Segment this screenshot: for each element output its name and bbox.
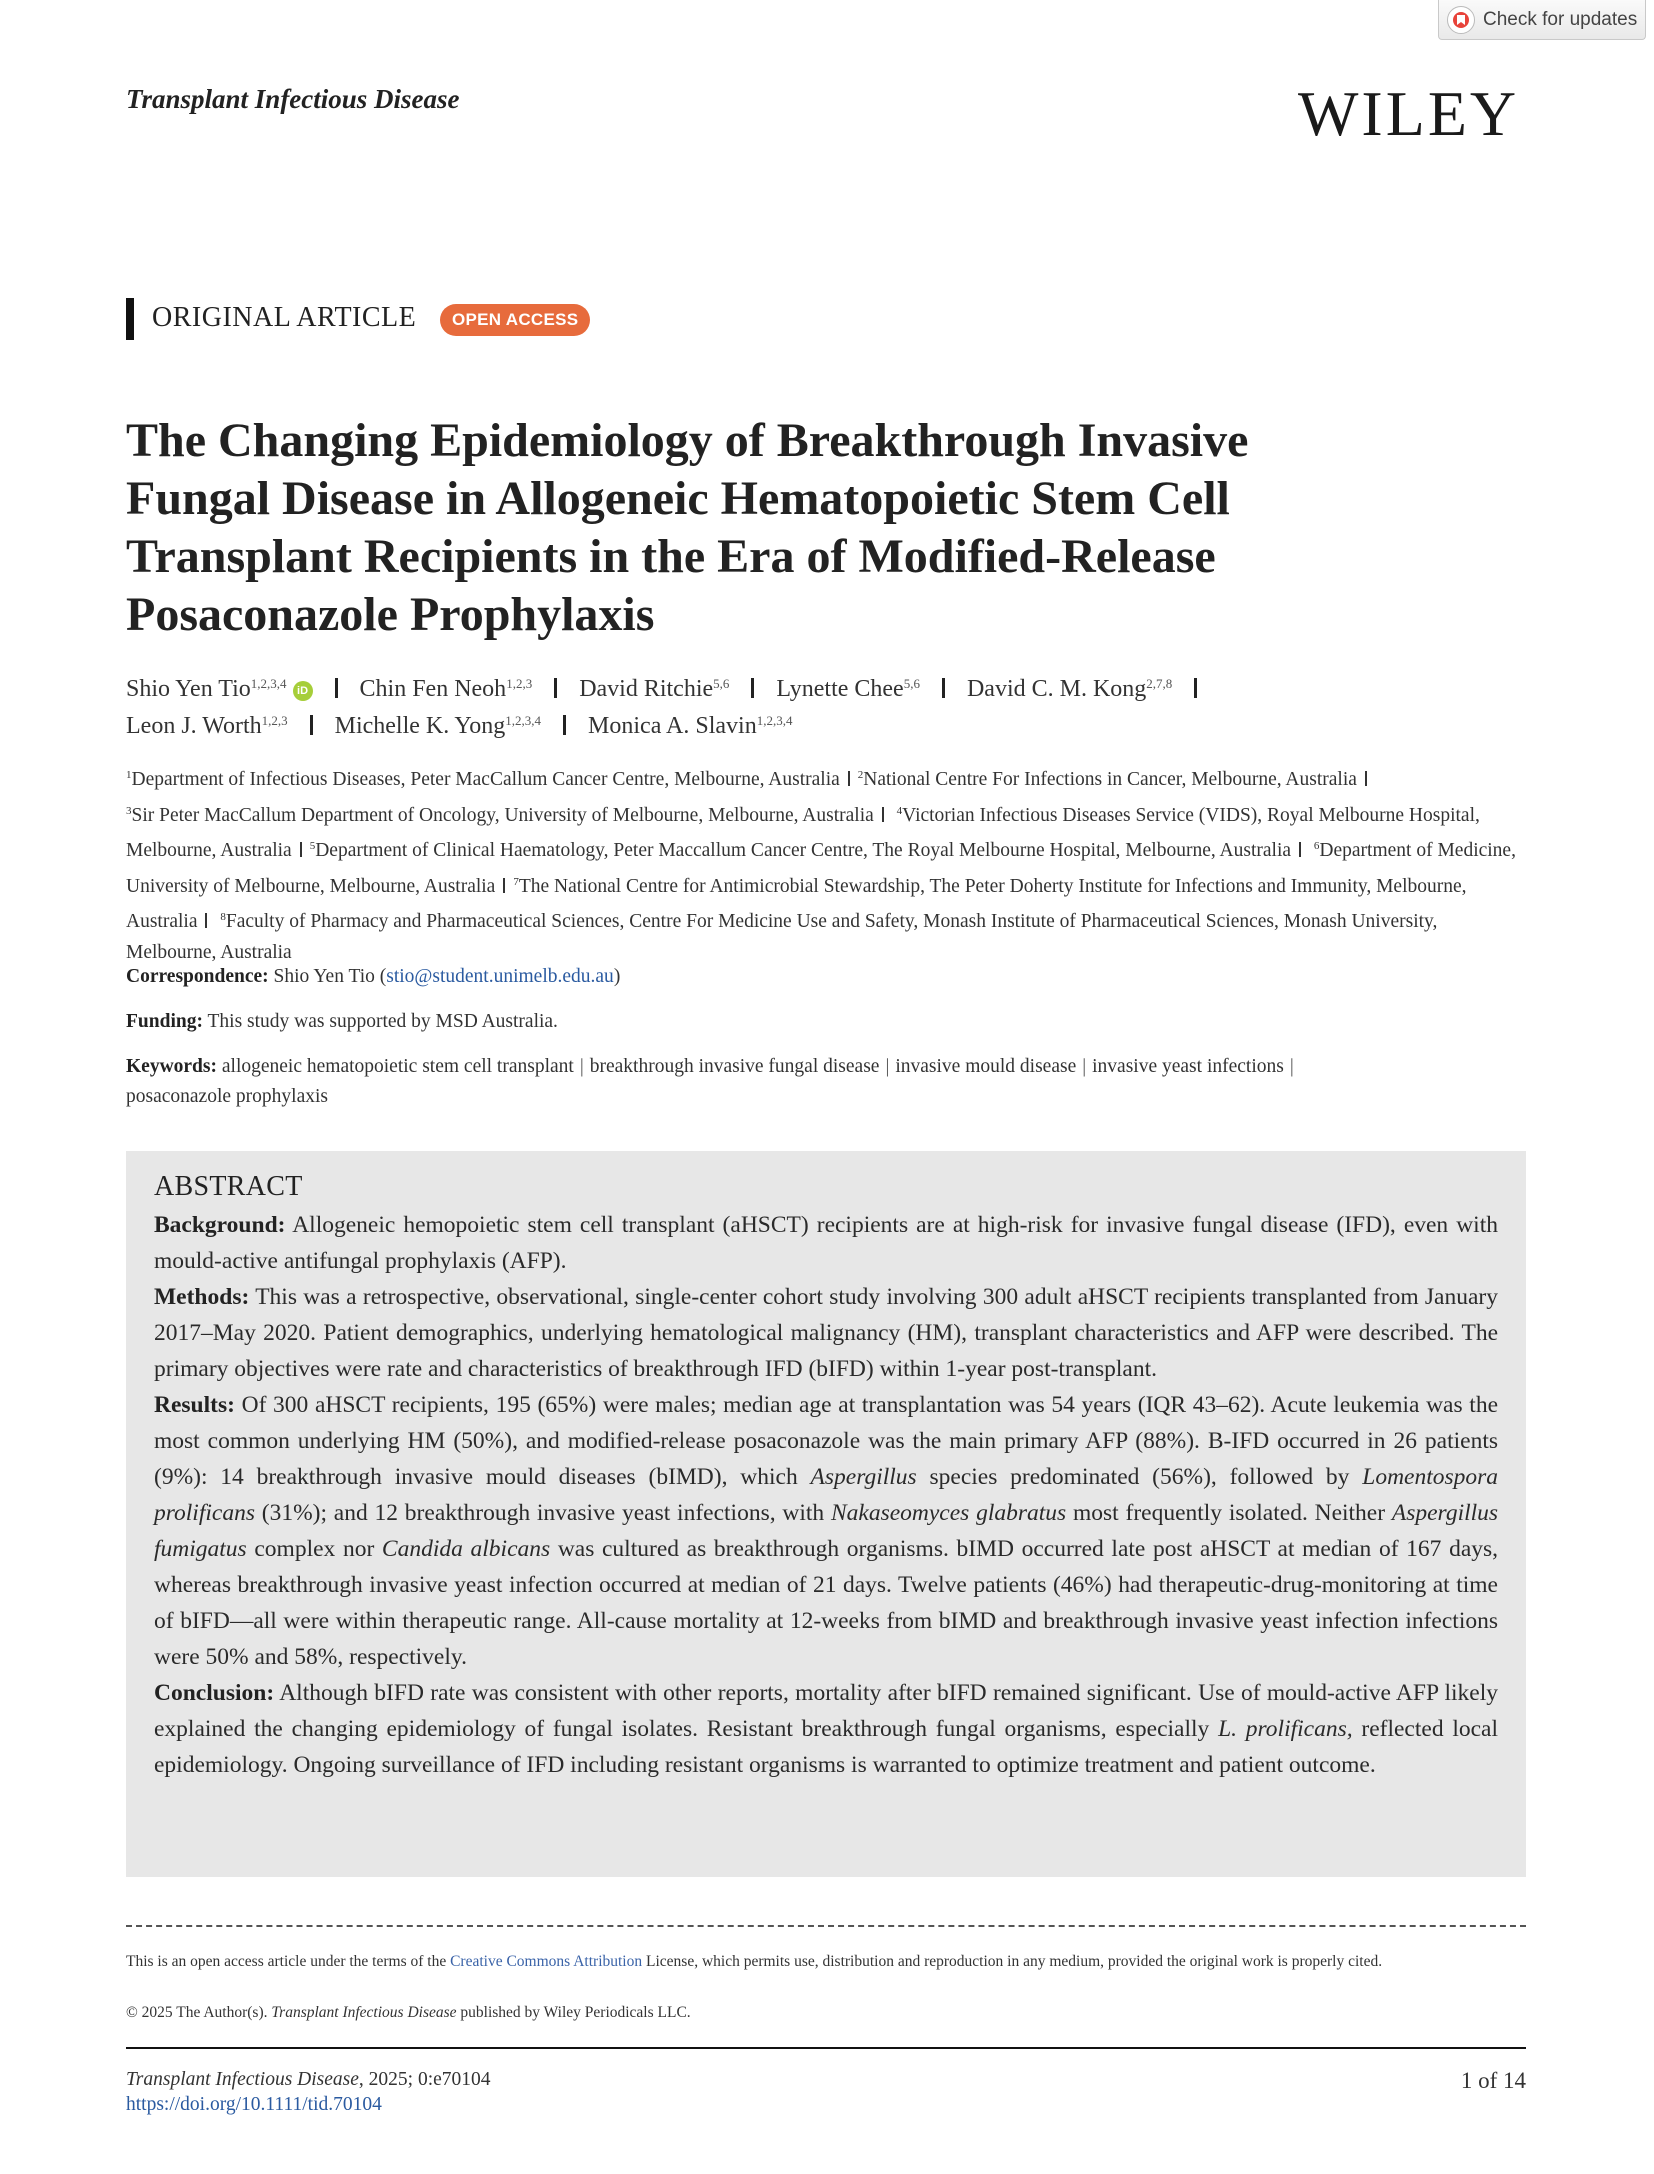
footer-citation: Transplant Infectious Disease, 2025; 0:e70104 xyxy=(126,2069,491,2090)
author[interactable]: Leon J. Worth$^{1,2,3}$ xyxy=(126,713,288,739)
open-access-badge: OPEN ACCESS xyxy=(440,304,590,336)
publisher-logo: WILEY xyxy=(1298,78,1520,149)
abstract-background: Background: Allogeneic hemopoietic stem cell transplant (aHSCT) recipients are at high-risk for invasive fungal disease (IFD), even with mould-active antifungal prophylaxis (AFP). xyxy=(154,1212,1498,1274)
keyword: allogeneic hematopoietic stem cell transplant xyxy=(221,1056,574,1077)
cc-license-link[interactable]: Creative Commons Attribution xyxy=(450,1953,643,1970)
check-for-updates-button[interactable] xyxy=(1438,0,1646,40)
article-title xyxy=(126,412,1466,644)
correspondence-email-link[interactable]: stio@student.unimelb.edu.au xyxy=(386,966,614,987)
title-line: Transplant Recipients in the Era of Modified-Release xyxy=(126,530,1216,583)
affiliation: Department of Medicine, University of Melbourne, Melbourne, Australia xyxy=(126,840,1516,897)
keyword: posaconazole prophylaxis xyxy=(126,1086,328,1107)
affiliation: The National Centre for Antimicrobial Stewardship, The Peter Doherty Institute for Infections and Immunity, Melbourne, Australia xyxy=(126,875,1467,932)
page-number: 1 of 14 xyxy=(1460,2068,1526,2093)
article-type-bar xyxy=(126,298,134,340)
affiliation: Faculty of Pharmacy and Pharmaceutical Sciences, Centre For Medicine Use and Safety, Monash Institute of Pharmaceutical Sciences, Monash University, Melbourne, Australia xyxy=(126,911,1438,963)
author-separator xyxy=(1194,678,1197,698)
affiliation: Victorian Infectious Diseases Service (VIDS), Royal Melbourne Hospital, Melbourne, Australia xyxy=(126,804,1480,861)
doi-link[interactable]: https://doi.org/10.1111/tid.70104 xyxy=(126,2094,382,2115)
affiliation: Sir Peter MacCallum Department of Oncology, University of Melbourne, Melbourne, Australia xyxy=(131,804,874,826)
author-separator xyxy=(942,678,945,698)
check-updates-label: Check for updates xyxy=(1483,8,1638,30)
check-updates-icon xyxy=(1447,6,1475,34)
abstract-results: Results: Of 300 aHSCT recipients, 195 (65%) were males; median age at transplantation was 54 years (IQR 43–62). Acute leukemia was the most common underlying HM (50%), and modified-release posaconazole was the main primary AFP (88%). B-IFD occurred in 26 patients (9%): 14 breakthrough invasive mould diseases (bIMD), which Aspergillus species predominated (56%), followed by Lomentospora prolificans (31%); and 12 breakthrough invasive yeast infections, with Nakaseomyces glabratus most frequently isolated. Neither Aspergillus fumigatus complex nor Candida albicans was cultured as breakthrough organisms. bIMD occurred late post aHSCT at median of 167 days, whereas breakthrough invasive yeast infection occurred at median of 21 days. Twelve patients (46%) had therapeutic-drug-monitoring at time of bIFD—all were within therapeutic range. All-cause mortality at 12-weeks from bIMD and breakthrough invasive yeast infection infections were 50% and 58%, respectively. xyxy=(154,1392,1499,1670)
author-separator xyxy=(310,715,313,735)
section-divider xyxy=(126,1925,1526,1927)
abstract-conclusion: Conclusion: Although bIFD rate was consistent with other reports, mortality after bIFD remained significant. Use of mould-active AFP likely explained the changing epidemiology of fungal isolates. Resistant breakthrough fungal organisms, especially L. prolificans, reflected local epidemiology. Ongoing surveillance of IFD including resistant organisms is warranted to optimize treatment and patient outcome. xyxy=(154,1680,1499,1778)
keyword: invasive yeast infections xyxy=(1092,1056,1284,1077)
affiliation: Department of Clinical Haematology, Peter Maccallum Cancer Centre, The Royal Melbourne Hospital, Melbourne, Australia xyxy=(315,840,1292,861)
keyword: invasive mould disease xyxy=(895,1056,1077,1077)
author[interactable]: David C. M. Kong$^{2,7,8}$ xyxy=(966,676,1173,702)
author[interactable]: Michelle K. Yong$^{1,2,3,4}$ xyxy=(334,713,542,739)
author[interactable]: Shio Yen Tio$^{1,2,3,4}$ iD xyxy=(126,676,313,702)
author[interactable]: David Ritchie$^{5,6}$ xyxy=(579,676,730,702)
abstract-box xyxy=(126,1151,1526,1877)
license-notice: This is an open access article under the terms of the Creative Commons Attribution License, which permits use, distribution and reproduction in any medium, provided the original work is properly cited. xyxy=(126,1953,1383,1970)
footer-rule xyxy=(126,2047,1526,2049)
article-type: ORIGINAL ARTICLE xyxy=(152,302,417,333)
author-separator xyxy=(563,715,566,735)
abstract-heading: ABSTRACT xyxy=(154,1171,303,1202)
title-line: The Changing Epidemiology of Breakthrough Invasive xyxy=(126,414,1249,467)
author[interactable]: Monica A. Slavin$^{1,2,3,4}$ xyxy=(588,713,793,739)
keyword: breakthrough invasive fungal disease xyxy=(589,1056,880,1077)
copyright-notice: © 2025 The Author(s). Transplant Infectious Disease published by Wiley Periodicals LLC. xyxy=(126,2004,691,2021)
affiliations: $^1$Department of Infectious Diseases, Peter MacCallum Cancer Centre, Melbourne, Australia $^2$National Centre For Infections in Cancer, Melbourne, Australia $^3$Sir Peter MacCallum Department of Oncology, University of Melbourne, Melbourne, Australia $^4$Victorian Infectious Diseases Service (VIDS), Royal Melbourne Hospital, Melbourne, Australia $^5$Department of Clinical Haematology, Peter Maccallum Cancer Centre, The Royal Melbourne Hospital, Melbourne, Australia $^6$Department of Medicine, University of Melbourne, Melbourne, Australia $^7$The National Centre for Antimicrobial Stewardship, The Peter Doherty Institute for Infections and Immunity, Melbourne, Australia $^8$Faculty of Pharmacy and Pharmaceutical Sciences, Centre For Medicine Use and Safety, Monash Institute of Pharmaceutical Sciences, Monash University, Melbourne, Australia xyxy=(126,769,1516,963)
author-separator xyxy=(335,678,338,698)
abstract-methods: Methods: This was a retrospective, observational, single-center cohort study involving 300 adult aHSCT recipients transplanted from January 2017–May 2020. Patient demographics, underlying hematological malignancy (HM), transplant characteristics and AFP were described. The primary objectives were rate and characteristics of breakthrough IFD (bIFD) within 1-year post-transplant. xyxy=(154,1284,1498,1382)
orcid-icon[interactable]: iD xyxy=(293,681,313,701)
author[interactable]: Lynette Chee$^{5,6}$ xyxy=(776,676,920,702)
author-list xyxy=(126,668,1546,742)
affiliation: National Centre For Infections in Cancer, Melbourne, Australia xyxy=(863,769,1357,790)
correspondence: Correspondence: Shio Yen Tio (stio@student.unimelb.edu.au) xyxy=(126,966,621,987)
keywords: Keywords: allogeneic hematopoietic stem cell transplant | breakthrough invasive fungal disease | invasive mould disease | invasive yeast infections | posaconazole prophylaxis xyxy=(126,1056,1294,1107)
author-separator xyxy=(751,678,754,698)
affiliation: Department of Infectious Diseases, Peter MacCallum Cancer Centre, Melbourne, Australia xyxy=(131,769,840,790)
title-line: Fungal Disease in Allogeneic Hematopoietic Stem Cell xyxy=(126,472,1230,525)
author[interactable]: Chin Fen Neoh$^{1,2,3}$ xyxy=(359,676,533,702)
funding: Funding: This study was supported by MSD Australia. xyxy=(126,1011,558,1032)
title-line: Posaconazole Prophylaxis xyxy=(126,588,655,641)
journal-header: Transplant Infectious Disease xyxy=(126,84,460,114)
author-separator xyxy=(554,678,557,698)
